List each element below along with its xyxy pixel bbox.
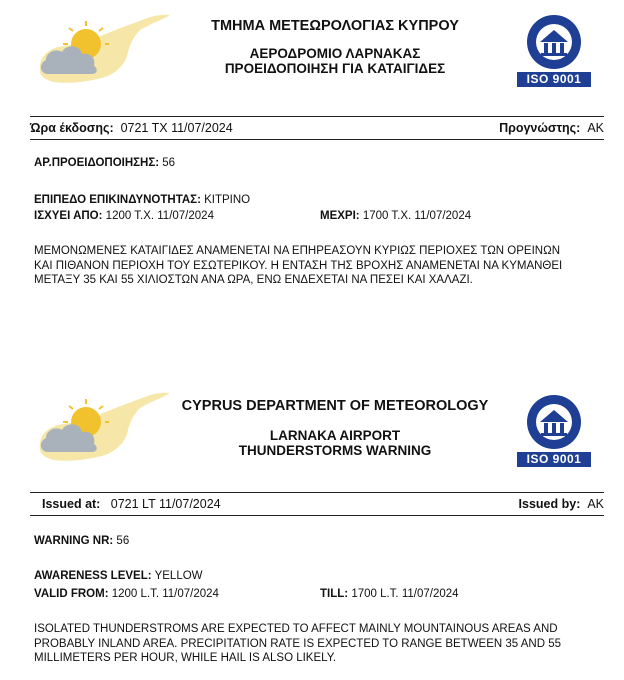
awareness-level-value: ΚΙΤΡΙΝΟ bbox=[204, 194, 251, 206]
warning-text bbox=[34, 244, 604, 288]
warning-text-line: ΚΑΙ ΠΙΘΑΝΟΝ ΠΕΡΙΟΧΗ ΤΟΥ ΕΣΩΤΕΡΙΚΟΥ. Η ΕΝΤΑΣΗ ΤΗΣ ΒΡΟΧΗΣ ΑΝΑΜΕΝΕΤΑΙ ΝΑ ΚΥΜΑΝΘΕΙ bbox=[34, 259, 563, 272]
forecaster-label: Προγνώστης: bbox=[499, 121, 581, 135]
warning-title: ΠΡΟΕΙΔΟΠΟΙΗΣΗ ΓΙΑ ΚΑΤΑΙΓΙΔΕΣ bbox=[224, 61, 446, 76]
warning-text-line: ΜΕΤΑΞΥ 35 ΚΑΙ 55 ΧΙΛΙΟΣΤΩΝ ΑΝΑ ΩΡΑ, ΕΝΩ ΕΝΔΕΧΕΤΑΙ ΝΑ ΠΕΣΕΙ ΚΑΙ ΧΑΛΑΖΙ. bbox=[34, 274, 473, 286]
awareness-level-label: AWARENESS LEVEL: bbox=[34, 570, 152, 582]
warning-text bbox=[34, 622, 604, 666]
issued-field bbox=[30, 497, 221, 511]
header-title-block bbox=[180, 18, 490, 76]
forecaster-field bbox=[499, 121, 604, 135]
cyprus-weather-logo bbox=[30, 390, 180, 466]
forecaster-value: ΑΚ bbox=[587, 121, 604, 135]
warning-text-line: ΜΕΜΟΝΩΜΕΝΕΣ ΚΑΤΑΙΓΙΔΕΣ ΑΝΑΜΕΝΕΤΑΙ ΝΑ ΕΠΗΡΕΑΣΟΥΝ ΚΥΡΙΩΣ ΠΕΡΙΟΧΕΣ ΤΩΝ ΟΡΕΙΝΩΝ bbox=[34, 245, 560, 257]
issued-label: Ώρα έκδοσης: bbox=[30, 121, 114, 135]
greek-warning-section bbox=[0, 0, 624, 300]
warning-text-line: MILLIMETERS PER HOUR, WHILE HAIL IS ALSO LIKELY. bbox=[34, 652, 337, 664]
valid-till-label: ΜΕΧΡΙ: bbox=[320, 210, 360, 222]
forecaster-value: AK bbox=[587, 497, 604, 511]
iso-label: ISO 9001 bbox=[517, 72, 591, 87]
valid-from-value: 1200 L.T. 11/07/2024 bbox=[111, 588, 219, 600]
iso-label: ISO 9001 bbox=[517, 452, 591, 467]
iso-certification bbox=[514, 394, 594, 467]
valid-till-label: TILL: bbox=[320, 588, 349, 600]
issue-info-bar bbox=[30, 116, 604, 140]
forecaster-label: Issued by: bbox=[518, 497, 581, 511]
valid-till bbox=[320, 588, 459, 600]
warning-number bbox=[34, 535, 129, 547]
warning-number-value: 56 bbox=[162, 157, 176, 169]
issued-value: 0721 LT 11/07/2024 bbox=[110, 497, 221, 511]
warning-number bbox=[34, 157, 175, 169]
issued-label: Issued at: bbox=[42, 497, 101, 511]
valid-from-value: 1200 Τ.Χ. 11/07/2024 bbox=[105, 210, 214, 222]
issued-value: 0721 ΤΧ 11/07/2024 bbox=[120, 121, 233, 135]
valid-till-value: 1700 Τ.Χ. 11/07/2024 bbox=[362, 210, 472, 222]
forecaster-field bbox=[519, 497, 604, 511]
certified-badge-icon bbox=[526, 14, 582, 70]
warning-number-label: ΑΡ.ΠΡΟΕΙΔΟΠΟΙΗΣΗΣ: bbox=[34, 157, 160, 169]
awareness-level bbox=[34, 570, 203, 582]
valid-from-label: VALID FROM: bbox=[34, 588, 109, 600]
airport-title: ΑΕΡΟΔΡΟΜΙΟ ΛΑΡΝΑΚΑΣ bbox=[249, 46, 421, 61]
certified-badge-icon bbox=[526, 394, 582, 450]
department-title: ΤΜΗΜΑ ΜΕΤΕΩΡΟΛΟΓΙΑΣ ΚΥΠΡΟΥ bbox=[211, 18, 459, 34]
issued-field bbox=[30, 121, 233, 135]
airport-title: LARNAKA AIRPORT bbox=[269, 428, 401, 443]
valid-from bbox=[34, 588, 219, 600]
valid-till bbox=[320, 210, 471, 222]
awareness-level-label: ΕΠΙΠΕΔΟ ΕΠΙΚΙΝΔΥΝΟΤΗΤΑΣ: bbox=[34, 194, 201, 206]
department-title: CYPRUS DEPARTMENT OF METEOROLOGY bbox=[181, 398, 489, 414]
header-title-block bbox=[180, 398, 490, 458]
issue-info-bar bbox=[30, 492, 604, 516]
warning-number-value: 56 bbox=[116, 535, 130, 547]
warning-number-label: WARNING NR: bbox=[34, 535, 114, 547]
warning-text-line: ISOLATED THUNDERSTROMS ARE EXPECTED TO AFFECT MAINLY MOUNTAINOUS AREAS AND bbox=[34, 623, 558, 635]
warning-text-line: PROBABLY INLAND AREA. PRECIPITATION RATE IS EXPECTED TO RANGE BETWEEN 35 AND 55 bbox=[34, 637, 562, 650]
warning-title: THUNDERSTORMS WARNING bbox=[238, 443, 432, 458]
valid-till-value: 1700 L.T. 11/07/2024 bbox=[351, 588, 459, 600]
valid-from bbox=[34, 210, 214, 222]
cyprus-weather-logo bbox=[30, 12, 180, 88]
awareness-level bbox=[34, 194, 250, 206]
awareness-level-value: YELLOW bbox=[154, 570, 203, 582]
iso-certification bbox=[514, 14, 594, 87]
english-warning-section bbox=[0, 380, 624, 680]
valid-from-label: ΙΣΧΥΕΙ ΑΠΟ: bbox=[34, 210, 103, 222]
